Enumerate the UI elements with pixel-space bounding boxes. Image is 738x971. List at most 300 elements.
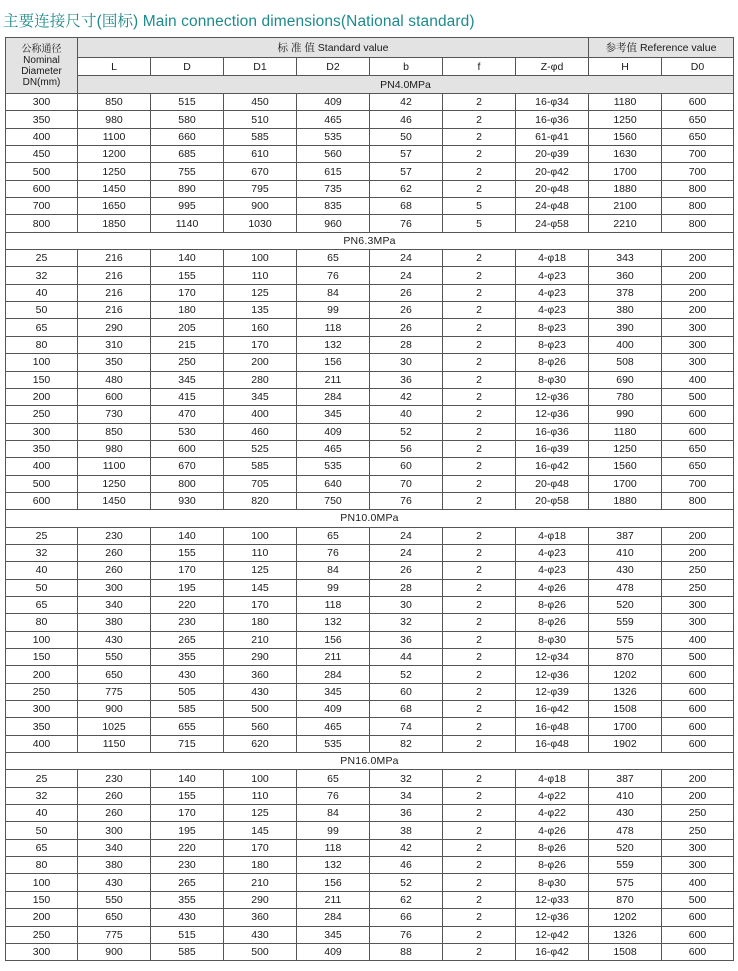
table-cell: 61-φ41	[516, 128, 589, 145]
column-header-f: f	[443, 58, 516, 76]
table-cell: 24-φ48	[516, 198, 589, 215]
table-cell: 410	[589, 544, 662, 561]
table-cell: 400	[662, 874, 734, 891]
nominal-diameter-cell: 400	[6, 458, 78, 475]
table-cell: 44	[370, 649, 443, 666]
table-cell: 430	[78, 631, 151, 648]
table-cell: 20-φ48	[516, 180, 589, 197]
table-row	[6, 94, 734, 111]
table-row	[6, 649, 734, 666]
table-cell: 200	[662, 787, 734, 804]
table-cell: 1650	[78, 198, 151, 215]
table-cell: 505	[151, 683, 224, 700]
table-cell: 200	[662, 544, 734, 561]
table-cell: 74	[370, 718, 443, 735]
table-cell: 1150	[78, 735, 151, 752]
table-cell: 995	[151, 198, 224, 215]
table-cell: 1180	[589, 94, 662, 111]
table-cell: 88	[370, 943, 443, 960]
table-cell: 46	[370, 857, 443, 874]
table-cell: 4-φ26	[516, 579, 589, 596]
table-cell: 600	[662, 735, 734, 752]
table-cell: 290	[224, 649, 297, 666]
table-cell: 284	[297, 388, 370, 405]
table-cell: 26	[370, 319, 443, 336]
nominal-diameter-cell: 350	[6, 111, 78, 128]
table-row	[6, 475, 734, 492]
table-cell: 200	[662, 284, 734, 301]
table-cell: 1030	[224, 215, 297, 232]
table-cell: 68	[370, 198, 443, 215]
table-row	[6, 354, 734, 371]
table-cell: 550	[78, 891, 151, 908]
nominal-diameter-cell: 300	[6, 701, 78, 718]
table-cell: 60	[370, 683, 443, 700]
table-cell: 1850	[78, 215, 151, 232]
table-cell: 345	[297, 926, 370, 943]
table-cell: 26	[370, 562, 443, 579]
table-cell: 70	[370, 475, 443, 492]
table-row	[6, 701, 734, 718]
table-cell: 410	[589, 787, 662, 804]
table-cell: 16-φ48	[516, 735, 589, 752]
table-cell: 2	[443, 701, 516, 718]
column-header-d1: D1	[224, 58, 297, 76]
table-cell: 66	[370, 909, 443, 926]
table-cell: 4-φ23	[516, 544, 589, 561]
table-cell: 780	[589, 388, 662, 405]
table-cell: 16-φ48	[516, 718, 589, 735]
table-cell: 400	[224, 406, 297, 423]
table-cell: 465	[297, 718, 370, 735]
table-cell: 520	[589, 839, 662, 856]
table-cell: 700	[662, 163, 734, 180]
table-cell: 900	[78, 701, 151, 718]
table-cell: 300	[662, 336, 734, 353]
table-cell: 480	[78, 371, 151, 388]
table-cell: 200	[662, 302, 734, 319]
table-cell: 585	[224, 128, 297, 145]
table-cell: 600	[662, 94, 734, 111]
table-cell: 99	[297, 302, 370, 319]
table-cell: 65	[297, 250, 370, 267]
table-cell: 12-φ36	[516, 666, 589, 683]
table-cell: 250	[662, 562, 734, 579]
table-cell: 1326	[589, 926, 662, 943]
table-cell: 2	[443, 805, 516, 822]
table-cell: 460	[224, 423, 297, 440]
page-title: 主要连接尺寸(国标) Main connection dimensions(National standard)	[3, 13, 475, 30]
table-cell: 170	[224, 839, 297, 856]
table-cell: 575	[589, 874, 662, 891]
table-cell: 650	[662, 128, 734, 145]
table-cell: 216	[78, 302, 151, 319]
nominal-diameter-cell: 350	[6, 718, 78, 735]
table-cell: 8-φ23	[516, 336, 589, 353]
table-cell: 1250	[78, 475, 151, 492]
table-cell: 284	[297, 666, 370, 683]
table-cell: 655	[151, 718, 224, 735]
table-cell: 118	[297, 596, 370, 613]
table-cell: 700	[662, 475, 734, 492]
nominal-diameter-cell: 32	[6, 787, 78, 804]
table-cell: 300	[662, 354, 734, 371]
table-cell: 170	[151, 805, 224, 822]
nominal-diameter-cell: 250	[6, 406, 78, 423]
nominal-diameter-cell: 50	[6, 579, 78, 596]
table-cell: 380	[78, 857, 151, 874]
table-cell: 5	[443, 215, 516, 232]
reference-value-header: 参考值 Reference value	[589, 38, 734, 58]
table-cell: 900	[224, 198, 297, 215]
table-cell: 8-φ26	[516, 839, 589, 856]
table-cell: 76	[370, 926, 443, 943]
table-cell: 125	[224, 562, 297, 579]
table-cell: 340	[78, 596, 151, 613]
table-cell: 2	[443, 579, 516, 596]
table-cell: 4-φ26	[516, 822, 589, 839]
table-cell: 430	[151, 666, 224, 683]
table-cell: 30	[370, 354, 443, 371]
table-cell: 2	[443, 250, 516, 267]
table-cell: 32	[370, 614, 443, 631]
table-cell: 660	[151, 128, 224, 145]
table-cell: 24	[370, 527, 443, 544]
table-cell: 775	[78, 683, 151, 700]
table-cell: 265	[151, 874, 224, 891]
nominal-diameter-cell: 80	[6, 336, 78, 353]
table-cell: 600	[151, 440, 224, 457]
table-cell: 2	[443, 527, 516, 544]
column-header-d0: D0	[662, 58, 734, 76]
table-cell: 525	[224, 440, 297, 457]
table-cell: 650	[78, 666, 151, 683]
nominal-diameter-cell: 800	[6, 215, 78, 232]
table-cell: 735	[297, 180, 370, 197]
table-cell: 76	[297, 787, 370, 804]
table-cell: 16-φ39	[516, 440, 589, 457]
table-cell: 8-φ26	[516, 354, 589, 371]
nominal-diameter-cell: 65	[6, 319, 78, 336]
table-cell: 230	[151, 857, 224, 874]
table-cell: 280	[224, 371, 297, 388]
table-cell: 508	[589, 354, 662, 371]
table-cell: 1180	[589, 423, 662, 440]
table-cell: 575	[589, 631, 662, 648]
table-cell: 4-φ23	[516, 562, 589, 579]
table-cell: 118	[297, 319, 370, 336]
table-cell: 890	[151, 180, 224, 197]
table-cell: 2	[443, 492, 516, 509]
table-cell: 355	[151, 649, 224, 666]
table-cell: 900	[78, 943, 151, 960]
table-cell: 390	[589, 319, 662, 336]
table-cell: 960	[297, 215, 370, 232]
table-cell: 26	[370, 302, 443, 319]
table-row	[6, 215, 734, 232]
table-cell: 180	[151, 302, 224, 319]
table-cell: 835	[297, 198, 370, 215]
table-cell: 409	[297, 423, 370, 440]
table-cell: 1202	[589, 909, 662, 926]
nominal-diameter-cell: 500	[6, 475, 78, 492]
table-cell: 1100	[78, 458, 151, 475]
table-cell: 76	[297, 267, 370, 284]
table-cell: 60	[370, 458, 443, 475]
table-cell: 155	[151, 787, 224, 804]
column-header-l: L	[78, 58, 151, 76]
standard-value-header: 标 准 值 Standard value	[78, 38, 589, 58]
table-cell: 260	[78, 562, 151, 579]
nominal-diameter-cell: 200	[6, 388, 78, 405]
table-row	[6, 562, 734, 579]
table-cell: 57	[370, 146, 443, 163]
table-cell: 2	[443, 163, 516, 180]
table-cell: 409	[297, 701, 370, 718]
table-cell: 100	[224, 250, 297, 267]
table-cell: 284	[297, 909, 370, 926]
table-cell: 52	[370, 666, 443, 683]
table-cell: 465	[297, 111, 370, 128]
table-cell: 100	[224, 770, 297, 787]
table-cell: 2	[443, 874, 516, 891]
column-header-d: D	[151, 58, 224, 76]
nominal-diameter-cell: 65	[6, 596, 78, 613]
nominal-diameter-cell: 450	[6, 146, 78, 163]
table-cell: 1250	[78, 163, 151, 180]
table-cell: 8-φ30	[516, 631, 589, 648]
table-cell: 8-φ26	[516, 614, 589, 631]
table-cell: 200	[662, 267, 734, 284]
table-cell: 1202	[589, 666, 662, 683]
table-cell: 156	[297, 354, 370, 371]
table-row	[6, 839, 734, 856]
table-cell: 16-φ42	[516, 701, 589, 718]
table-cell: 300	[662, 839, 734, 856]
table-cell: 132	[297, 857, 370, 874]
table-cell: 4-φ23	[516, 302, 589, 319]
nominal-diameter-cell: 65	[6, 839, 78, 856]
table-cell: 84	[297, 284, 370, 301]
table-cell: 1700	[589, 718, 662, 735]
table-row	[6, 596, 734, 613]
table-cell: 560	[224, 718, 297, 735]
table-cell: 430	[224, 683, 297, 700]
table-cell: 550	[78, 649, 151, 666]
table-cell: 800	[662, 180, 734, 197]
table-cell: 125	[224, 284, 297, 301]
table-cell: 100	[224, 527, 297, 544]
table-cell: 56	[370, 440, 443, 457]
table-cell: 20-φ42	[516, 163, 589, 180]
table-row	[6, 163, 734, 180]
table-cell: 1450	[78, 180, 151, 197]
table-row	[6, 128, 734, 145]
table-cell: 46	[370, 111, 443, 128]
table-cell: 40	[370, 406, 443, 423]
table-cell: 350	[78, 354, 151, 371]
table-cell: 650	[662, 440, 734, 457]
table-cell: 430	[589, 562, 662, 579]
pressure-section-header: PN4.0MPa	[78, 76, 734, 94]
table-cell: 32	[370, 770, 443, 787]
table-cell: 220	[151, 839, 224, 856]
table-cell: 195	[151, 579, 224, 596]
table-row	[6, 336, 734, 353]
table-cell: 2	[443, 596, 516, 613]
table-cell: 140	[151, 527, 224, 544]
table-row	[6, 631, 734, 648]
table-cell: 2	[443, 336, 516, 353]
table-cell: 2	[443, 562, 516, 579]
table-cell: 500	[662, 388, 734, 405]
pressure-section-label: PN16.0MPa	[6, 753, 734, 770]
table-row	[6, 111, 734, 128]
table-cell: 200	[224, 354, 297, 371]
table-cell: 2	[443, 770, 516, 787]
table-row	[6, 180, 734, 197]
table-cell: 12-φ42	[516, 926, 589, 943]
table-cell: 585	[151, 943, 224, 960]
pressure-section-label: PN10.0MPa	[6, 510, 734, 527]
table-cell: 99	[297, 579, 370, 596]
table-cell: 24	[370, 250, 443, 267]
table-cell: 210	[224, 874, 297, 891]
nominal-diameter-cell: 25	[6, 250, 78, 267]
table-cell: 345	[297, 406, 370, 423]
nominal-diameter-cell: 200	[6, 909, 78, 926]
table-cell: 82	[370, 735, 443, 752]
table-row	[6, 718, 734, 735]
nominal-diameter-cell: 500	[6, 163, 78, 180]
table-cell: 620	[224, 735, 297, 752]
table-cell: 195	[151, 822, 224, 839]
table-cell: 409	[297, 94, 370, 111]
table-cell: 2	[443, 128, 516, 145]
table-cell: 290	[224, 891, 297, 908]
nominal-diameter-header: 公称通径 Nominal Diameter DN(mm)	[6, 38, 78, 94]
table-cell: 705	[224, 475, 297, 492]
table-cell: 8-φ23	[516, 319, 589, 336]
table-cell: 750	[297, 492, 370, 509]
nominal-diameter-cell: 300	[6, 943, 78, 960]
table-cell: 870	[589, 649, 662, 666]
table-cell: 12-φ33	[516, 891, 589, 908]
table-cell: 430	[151, 909, 224, 926]
table-cell: 52	[370, 423, 443, 440]
table-cell: 200	[662, 527, 734, 544]
table-cell: 12-φ34	[516, 649, 589, 666]
table-row	[6, 284, 734, 301]
table-cell: 1560	[589, 458, 662, 475]
table-cell: 2	[443, 406, 516, 423]
table-cell: 62	[370, 891, 443, 908]
nominal-diameter-cell: 150	[6, 891, 78, 908]
table-cell: 16-φ34	[516, 94, 589, 111]
table-cell: 515	[151, 926, 224, 943]
table-cell: 65	[297, 770, 370, 787]
table-row	[6, 440, 734, 457]
table-cell: 24	[370, 544, 443, 561]
table-cell: 260	[78, 787, 151, 804]
table-row	[6, 579, 734, 596]
nominal-diameter-cell: 100	[6, 874, 78, 891]
table-cell: 600	[662, 701, 734, 718]
table-row	[6, 735, 734, 752]
table-cell: 387	[589, 527, 662, 544]
table-cell: 170	[151, 284, 224, 301]
table-row	[6, 891, 734, 908]
table-cell: 800	[662, 215, 734, 232]
table-cell: 800	[151, 475, 224, 492]
table-cell: 36	[370, 805, 443, 822]
table-row	[6, 458, 734, 475]
table-row	[6, 770, 734, 787]
table-cell: 387	[589, 770, 662, 787]
table-cell: 1450	[78, 492, 151, 509]
table-cell: 76	[297, 544, 370, 561]
table-row	[6, 146, 734, 163]
table-cell: 12-φ36	[516, 388, 589, 405]
table-cell: 145	[224, 579, 297, 596]
nominal-diameter-cell: 150	[6, 371, 78, 388]
table-cell: 2	[443, 146, 516, 163]
table-cell: 535	[297, 128, 370, 145]
table-cell: 300	[78, 579, 151, 596]
table-cell: 615	[297, 163, 370, 180]
table-cell: 430	[589, 805, 662, 822]
table-cell: 430	[224, 926, 297, 943]
table-cell: 2	[443, 857, 516, 874]
table-cell: 8-φ30	[516, 874, 589, 891]
nominal-diameter-cell: 40	[6, 284, 78, 301]
table-cell: 300	[662, 596, 734, 613]
table-cell: 755	[151, 163, 224, 180]
table-cell: 20-φ48	[516, 475, 589, 492]
table-cell: 2	[443, 614, 516, 631]
table-cell: 2	[443, 371, 516, 388]
table-cell: 30	[370, 596, 443, 613]
table-cell: 140	[151, 770, 224, 787]
nominal-diameter-cell: 600	[6, 180, 78, 197]
table-cell: 2	[443, 354, 516, 371]
nominal-diameter-cell: 50	[6, 302, 78, 319]
table-cell: 715	[151, 735, 224, 752]
table-row	[6, 943, 734, 960]
table-cell: 26	[370, 284, 443, 301]
table-cell: 2	[443, 94, 516, 111]
table-cell: 343	[589, 250, 662, 267]
table-cell: 559	[589, 614, 662, 631]
table-cell: 8-φ30	[516, 371, 589, 388]
table-cell: 380	[78, 614, 151, 631]
table-cell: 2	[443, 544, 516, 561]
table-cell: 478	[589, 822, 662, 839]
table-cell: 400	[589, 336, 662, 353]
table-cell: 16-φ36	[516, 423, 589, 440]
table-row	[6, 544, 734, 561]
table-cell: 76	[370, 215, 443, 232]
table-cell: 1700	[589, 163, 662, 180]
nominal-diameter-cell: 100	[6, 354, 78, 371]
table-cell: 20-φ39	[516, 146, 589, 163]
table-cell: 180	[224, 857, 297, 874]
table-cell: 820	[224, 492, 297, 509]
table-cell: 65	[297, 527, 370, 544]
table-cell: 215	[151, 336, 224, 353]
table-cell: 1700	[589, 475, 662, 492]
table-cell: 42	[370, 388, 443, 405]
